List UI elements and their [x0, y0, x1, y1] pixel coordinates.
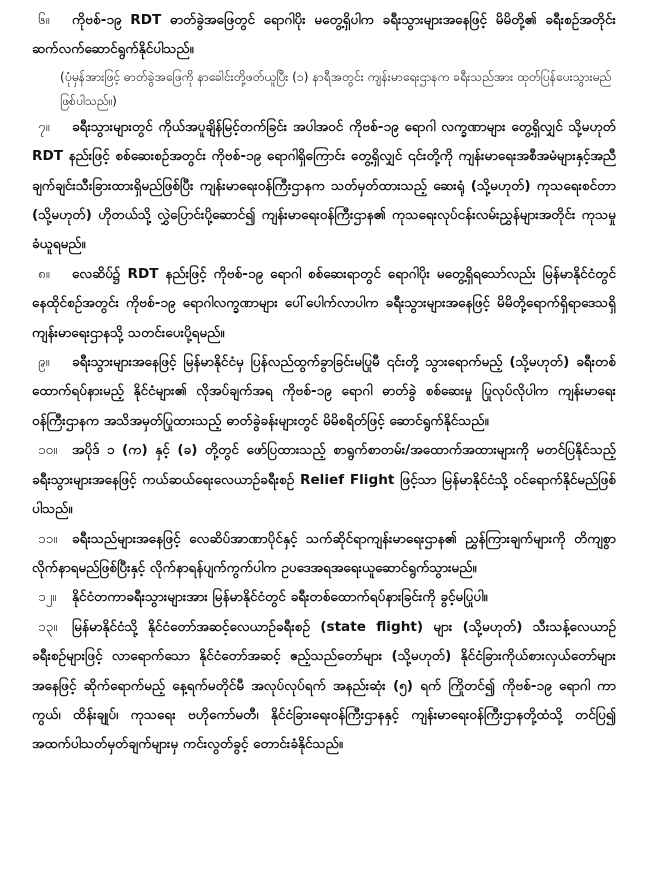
paragraph-9 — [32, 348, 616, 436]
paragraph-6 — [32, 6, 616, 65]
paragraph-10 — [32, 436, 616, 524]
paragraph-13 — [32, 613, 616, 760]
paragraph-number: ၆။ — [38, 12, 50, 28]
paragraph-text: ခရီးသွားများအနေဖြင့် မြန်မာနိုင်ငံမှ ပြန်လည်ထွက်ခွာခြင်းမပြုမီ ၎င်းတို့ သွားရောက်မည့် (သို့မဟုတ်) ခရီးတစ်ထောက်ရပ်နားမည့် နိုင်ငံများ၏ လိုအပ်ချက်အရ ကိုဗစ်-၁၉ ရောဂါ ဓာတ်ခွဲ စစ်ဆေးမှု ပြုလုပ်လိုပါက ကျန်းမာရေးဝန်ကြီးဌာနက အသိအမှတ်ပြုထားသည့် ဓာတ်ခွဲခန်းများတွင် မိမိစရိတ်ဖြင့် ဆောင်ရွက်နိုင်သည်။ — [32, 354, 616, 429]
paragraph-number: ၁၀။ — [38, 442, 58, 459]
paragraph-text: လေဆိပ်၌ RDT နည်းဖြင့် ကိုဗစ်-၁၉ ရောဂါ စစ်ဆေးရာတွင် ရောဂါပိုး မတွေ့ရှိရသော်လည်း မြန်မာနိုင်ငံတွင် နေထိုင်စဉ်အတွင်း ကိုဗစ်-၁၉ ရောဂါလက္ခဏာများ ပေါ်ပေါက်လာပါက ခရီးသွားများအနေဖြင့် မိမိတို့ရောက်ရှိရာဒေသရှိ ကျန်းမာရေးဌာနသို့ သတင်းပေးပို့ရမည်။ — [32, 265, 616, 341]
paragraph-text: အပိုဒ် ၁ (က) နှင့် (ခ) တို့တွင် ဖော်ပြထားသည့် စာရွက်စာတမ်း/အထောက်အထားများကို မတင်ပြနိုင်သည့် ခရီးသွားများအနေဖြင့် ကယ်ဆယ်ရေးလေယာဉ်ခရီးစဉ် Relief Flight ဖြင့်သာ မြန်မာနိုင်ငံသို့ ဝင်ရောက်နိုင်မည်ဖြစ်ပါသည်။ — [32, 442, 616, 518]
paragraph-number: ၉။ — [38, 354, 50, 371]
paragraph-number: ၇။ — [38, 118, 50, 135]
paragraph-number: ၁၃။ — [38, 618, 58, 635]
paragraph-11 — [32, 525, 616, 584]
paragraph-note — [32, 65, 616, 113]
paragraph-8 — [32, 260, 616, 348]
paragraph-text: ခရီးသည်များအနေဖြင့် လေဆိပ်အာဏာပိုင်နှင့် သက်ဆိုင်ရာကျန်းမာရေးဌာန၏ ညွှန်ကြားချက်များကို တိကျစွာလိုက်နာရမည်ဖြစ်ပြီးနှင့် လိုက်နာရန်ပျက်ကွက်ပါက ဥပဒေအရအရေးယူဆောင်ရွက်သွားမည်။ — [32, 530, 616, 576]
paragraph-text: ခရီးသွားများတွင် ကိုယ်အပူချိန်မြင့်တက်ခြင်း အပါအဝင် ကိုဗစ်-၁၉ ရောဂါ လက္ခဏာများ တွေ့ရှိလျှင် သို့မဟုတ် RDT နည်းဖြင့် စစ်ဆေးစဉ်အတွင်း ကိုဗစ်-၁၉ ရောဂါရှိကြောင်း တွေ့ရှိလျှင် ၎င်းတို့ကို ကျန်းမာရေးအစီအမံများနှင့်အညီ ချက်ချင်းသီးခြားထားရှိမည်ဖြစ်ပြီး ကျန်းမာရေးဝန်ကြီးဌာနက သတ်မှတ်ထားသည့် ဆေးရုံ (သို့မဟုတ်) ကုသရေးစင်တာ (သို့မဟုတ်) ဟိုတယ်သို့ လွှဲပြောင်းပို့ဆောင်၍ ကျန်းမာရေးဝန်ကြီးဌာန၏ ကုသရေးလုပ်ငန်းလမ်းညွှန်များအတိုင်း ကုသမှုခံယူရမည်။ — [32, 118, 616, 253]
paragraph-text: ကိုဗစ်-၁၉ RDT ဓာတ်ခွဲအဖြေတွင် ရောဂါပိုး မတွေ့ရှိပါက ခရီးသွားများအနေဖြင့် မိမိတို့၏ ခရီးစဉ်အတိုင်း ဆက်လက်ဆောင်ရွက်နိုင်ပါသည်။ — [32, 12, 616, 58]
paragraph-text: နိုင်ငံတကာခရီးသွားများအား မြန်မာနိုင်ငံတွင် ခရီးတစ်ထောက်ရပ်နားခြင်းကို ခွင့်မပြုပါ။ — [72, 589, 488, 606]
note-text: (ပုံမှန်အားဖြင့် ဓာတ်ခွဲအဖြေကို နာခေါင်းတို့ဖတ်ယူပြီး (၁) နာရီအတွင်း ကျန်းမာရေးဌာနက ခရီးသည်အား ထုတ်ပြန်ပေးသွားမည် ဖြစ်ပါသည်။) — [60, 69, 612, 108]
paragraph-number: ၁၁။ — [38, 530, 58, 547]
paragraph-7 — [32, 113, 616, 260]
paragraph-12 — [32, 583, 616, 612]
paragraph-number: ၈။ — [38, 265, 50, 282]
paragraph-text: မြန်မာနိုင်ငံသို့ နိုင်ငံတော်အဆင့်လေယာဉ်ခရီးစဉ် (state flight) များ (သို့မဟုတ်) သီးသန့်လေယာဉ်ခရီးစဉ်များဖြင့် လာရောက်သော နိုင်ငံတော်အဆင့် ဧည့်သည်တော်များ (သို့မဟုတ်) နိုင်ငံခြားကိုယ်စားလှယ်တော်များအနေဖြင့် ဆိုက်ရောက်မည့် နေ့ရက်မတိုင်မီ အလုပ်လုပ်ရက် အနည်းဆုံး (၅) ရက် ကြိုတင်၍ ကိုဗစ်-၁၉ ရောဂါ ကာကွယ်၊ ထိန်းချုပ်၊ ကုသရေး ဗဟိုကော်မတီ၊ နိုင်ငံခြားရေးဝန်ကြီးဌာနနှင့် ကျန်းမာရေးဝန်ကြီးဌာနတို့ထံသို့ တင်ပြ၍ အထက်ပါသတ်မှတ်ချက်များမှ ကင်းလွတ်ခွင့် တောင်းခံနိုင်သည်။ — [32, 618, 616, 753]
paragraph-number: ၁၂။ — [38, 589, 57, 606]
